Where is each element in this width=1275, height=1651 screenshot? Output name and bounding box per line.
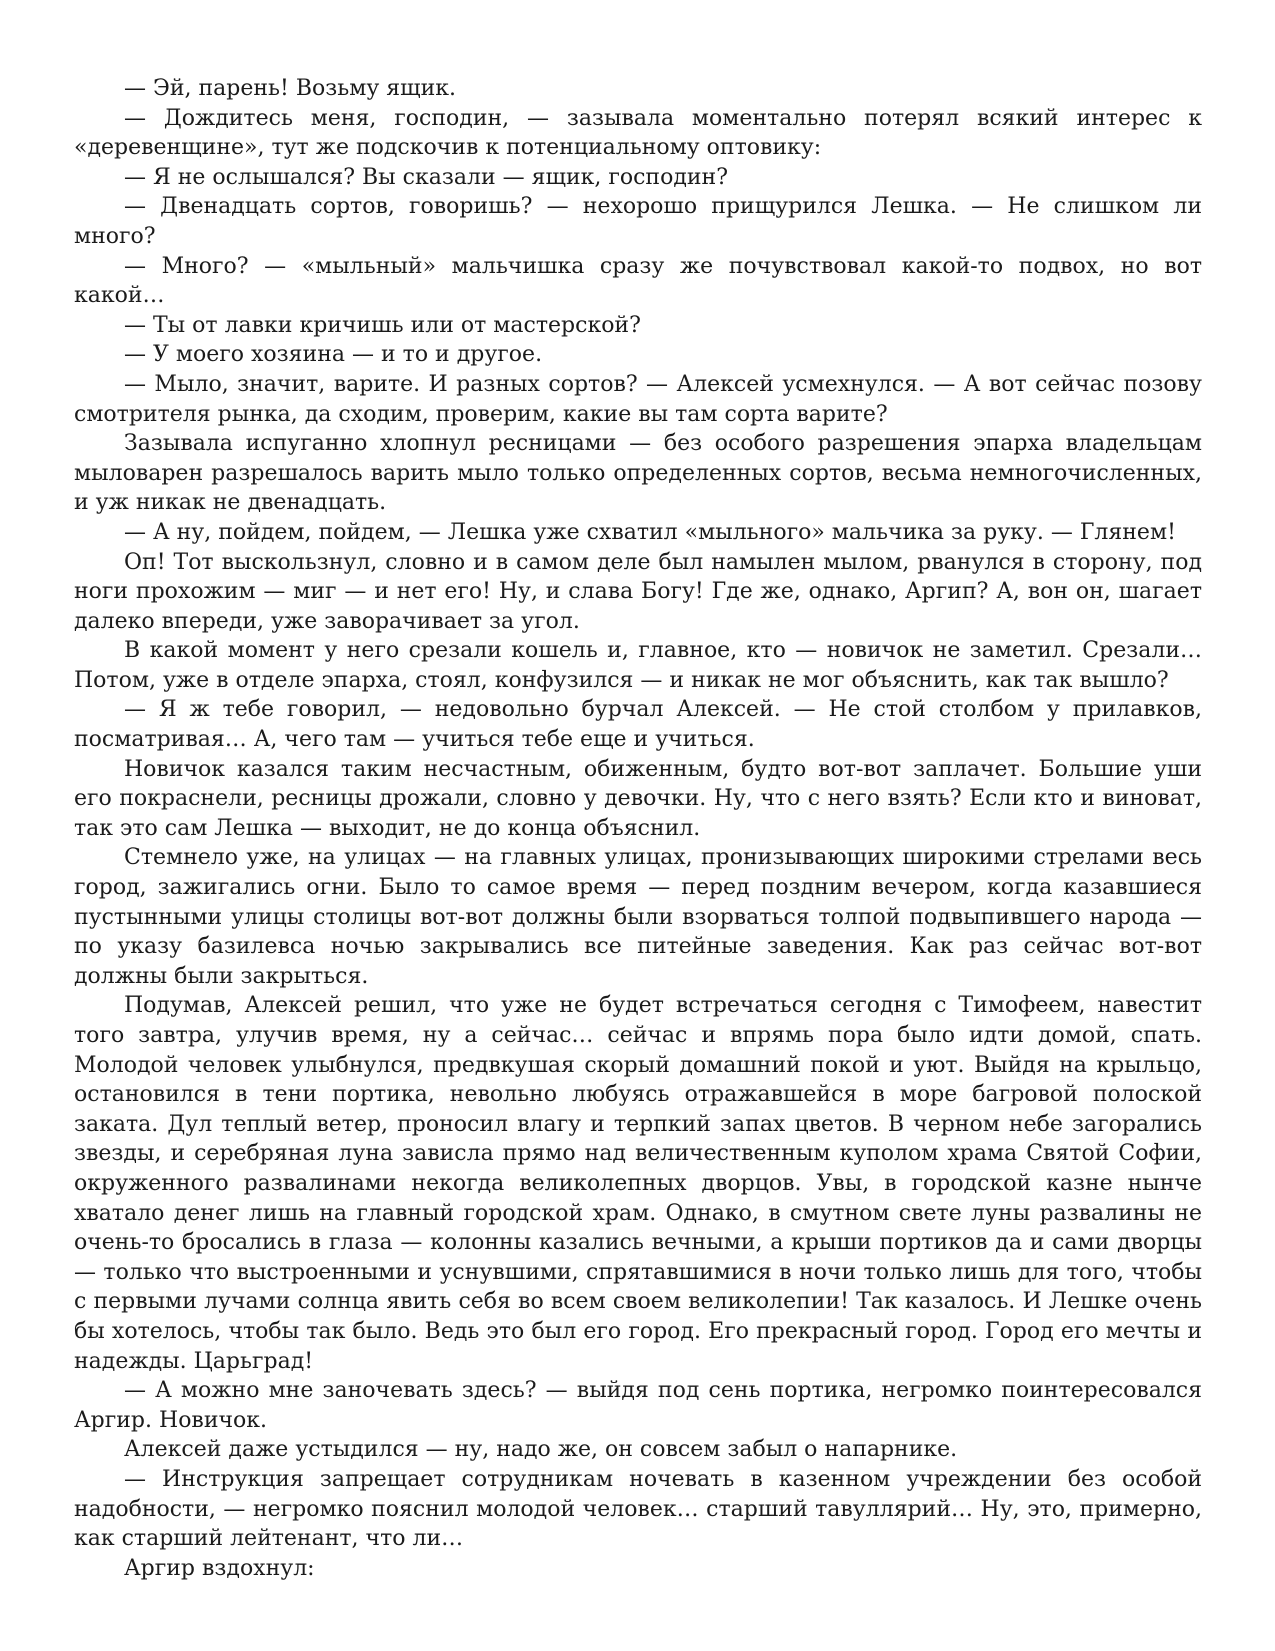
paragraph-12: В какой момент у него срезали кошель и, главное, кто — новичок не заметил. Срезали… Потом, уже в отделе эпарха, стоял, конфузился — и никак не мог объяснить, как так вышло? xyxy=(74,638,1202,693)
paragraph-9: Зазывала испуганно хлопнул ресницами — без особого разрешения эпарха владельцам мыловарен разрешалось варить мыло только определенных сортов, весьма немногочисленных, и уж никак не двенадцать. xyxy=(74,431,1202,516)
paragraph-15: Стемнело уже, на улицах — на главных улицах, пронизывающих широкими стрелами весь город, зажигались огни. Было то самое время — перед поздним вечером, когда казавшиеся пустынными улицы столицы вот-вот должны были взорваться толпой подвыпившего народа — по указу базилевса ночью закрывались все питейные заведения. Как раз сейчас вот-вот должны были закрыться. xyxy=(74,845,1202,989)
paragraph-18: Алексей даже устыдился — ну, надо же, он совсем забыл о напарнике. xyxy=(124,1437,958,1463)
paragraph-20: Аргир вздохнул: xyxy=(124,1555,315,1581)
paragraph-14: Новичок казался таким несчастным, обиженным, будто вот-вот заплачет. Большие уши его покраснели, ресницы дрожали, словно у девочки. Ну, что с него взять? Если кто и виноват, так это сам Лешка — выходит, не до конца объяснил. xyxy=(74,756,1202,841)
paragraph-8: — Мыло, значит, варите. И разных сортов? — Алексей усмехнулся. — А вот сейчас позову смотрителя рынка, да сходим, проверим, какие вы там сорта варите? xyxy=(74,371,1202,427)
paragraph-2: — Дождитесь меня, господин, — зазывала моментально потерял всякий интерес к «деревенщине», тут же подскочив к потенциальному оптовику: xyxy=(74,105,1202,161)
paragraph-7: — У моего хозяина — и то и другое. xyxy=(124,342,543,368)
paragraph-10: — А ну, пойдем, пойдем, — Лешка уже схватил «мыльного» мальчика за руку. — Глянем! xyxy=(124,519,1176,545)
paragraph-19: — Инструкция запрещает сотрудникам ночевать в казенном учреждении без особой надобности, — негромко пояснил молодой человек… старший тавуллярий… Ну, это, примерно, как старший лейтенант, что ли… xyxy=(74,1466,1202,1552)
book-page xyxy=(74,74,1202,1583)
paragraph-11: Оп! Тот выскользнул, словно и в самом деле был намылен мылом, рванулся в сторону, под ноги прохожим — миг — и нет его! Ну, и слава Богу! Где же, однако, Аргип? А, вон он, шагает далеко впереди, уже заворачивает за угол. xyxy=(74,549,1202,634)
paragraph-13: — Я ж тебе говорил, — недовольно бурчал Алексей. — Не стой столбом у прилавков, посматривая… А, чего там — учиться тебе еще и учиться. xyxy=(74,697,1202,753)
paragraph-17: — А можно мне заночевать здесь? — выйдя под сень портика, негромко поинтересовался Аргир. Новичок. xyxy=(74,1378,1202,1433)
paragraph-4: — Двенадцать сортов, говоришь? — нехорошо прищурился Лешка. — Не слишком ли много? xyxy=(74,194,1202,249)
paragraph-5: — Много? — «мыльный» мальчишка сразу же почувствовал какой-то подвох, но вот какой… xyxy=(74,253,1202,309)
paragraph-1: — Эй, парень! Возьму ящик. xyxy=(124,76,457,101)
paragraph-16: Подумав, Алексей решил, что уже не будет встречаться сегодня с Тимофеем, навестит того завтра, улучив время, ну а сейчас… сейчас и впрямь пора было идти домой, спать. Молодой человек улыбнулся, предвкушая скорый домашний покой и уют. Выйдя на крыльцо, остановился в тени портика, невольно любуясь отражавшейся в море багровой полоской заката. Дул теплый ветер, проносил влагу и терпкий запах цветов. В черном небе загорались звезды, и серебряная луна зависла прямо над величественным куполом храма Святой Софии, окруженного развалинами некогда великолепных дворцов. Увы, в городской казне нынче хватало денег лишь на главный городской храм. Однако, в смутном свете луны развалины не очень-то бросались в глаза — колонны казались вечными, а крыши портиков да и сами дворцы — только что выстроенными и уснувшими, спрятавшимися в ночи только лишь для того, чтобы с первыми лучами солнца явить себя во всем своем великолепии! Так казалось. И Лешке очень бы хотелось, чтобы так было. Ведь это был его город. Его прекрасный город. Город его мечты и надежды. Царьград! xyxy=(74,993,1202,1374)
paragraph-3: — Я не ослышался? Вы сказали — ящик, господин? xyxy=(124,164,729,190)
paragraph-6: — Ты от лавки кричишь или от мастерской? xyxy=(124,312,641,338)
